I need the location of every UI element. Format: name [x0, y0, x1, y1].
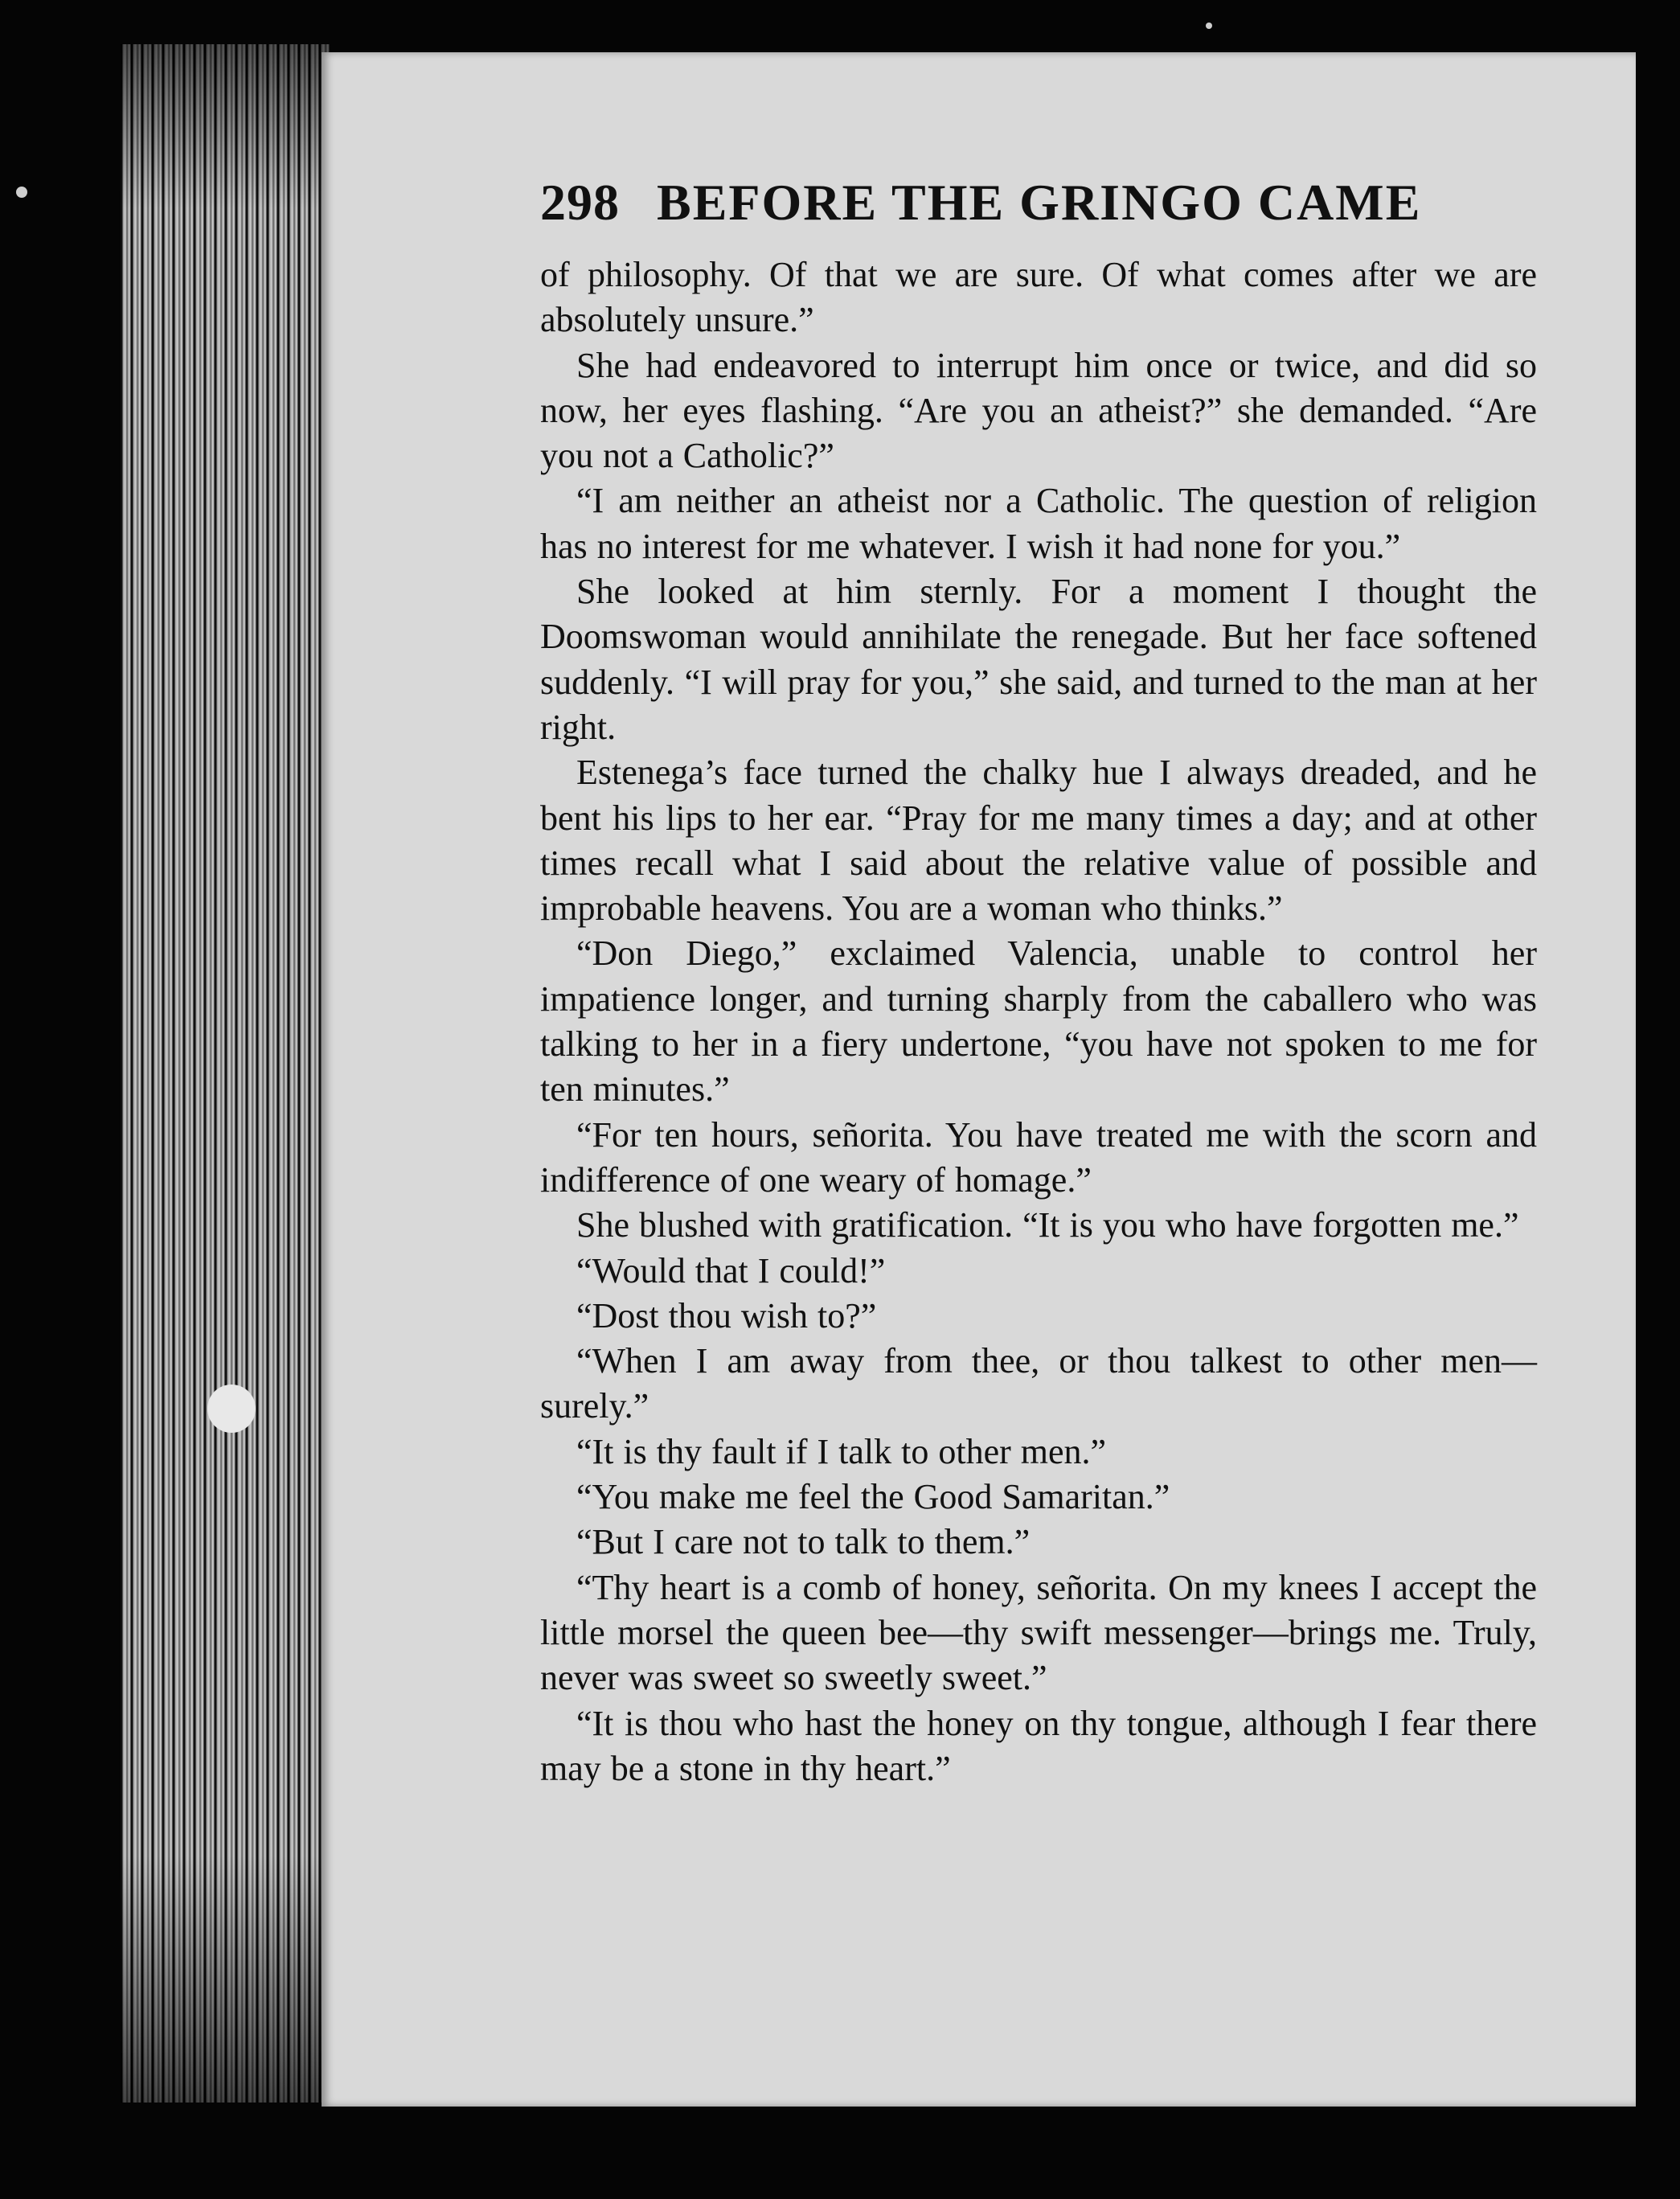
running-head — [540, 170, 1537, 235]
running-title: BEFORE THE GRINGO CAME — [657, 174, 1422, 231]
paragraph: She blushed with gratification. “It is you who have forgotten me.” — [576, 1205, 1519, 1245]
paragraph: “It is thy fault if I talk to other men.” — [576, 1431, 1107, 1471]
paragraph: “Would that I could!” — [576, 1250, 886, 1290]
book-page-edges — [121, 44, 330, 2103]
paragraph: She looked at him sternly. For a moment I thought the Doomswoman would annihilate the renegade. But her face softened suddenly. “I will pray for you,” she said, and turned to the man at her right. — [540, 572, 1537, 747]
paragraph: “You make me feel the Good Samaritan.” — [576, 1477, 1170, 1517]
paragraph: “But I care not to talk to them.” — [576, 1522, 1031, 1562]
paragraph: “Don Diego,” exclaimed Valencia, unable to control her impatience longer, and turning sharply from the caballero who was talking to her in a fiery undertone, “you have not spoken to me for ten minutes.” — [540, 933, 1537, 1110]
page-number: 298 — [540, 174, 620, 231]
scan-speck — [207, 1385, 256, 1433]
paragraph: “Dost thou wish to?” — [576, 1295, 877, 1335]
scan-speck — [1206, 23, 1212, 29]
paragraph: “I am neither an atheist nor a Catholic. The question of religion has no interest for me whatever. I wish it had none for you.” — [540, 481, 1537, 566]
paragraph: She had endeavored to interrupt him once or twice, and did so now, her eyes flashing. “Are you an atheist?” she demanded. “Are you not a Catholic?” — [540, 345, 1537, 476]
paragraph: Estenega’s face turned the chalky hue I always dreaded, and he bent his lips to her ear. “Pray for me many times a day; and at other times recall what I said about the relative value of possible and improbable heavens. You are a woman who thinks.” — [540, 753, 1537, 929]
paragraph: “For ten hours, señorita. You have treated me with the scorn and indifference of one weary of homage.” — [540, 1114, 1537, 1200]
paragraph: “It is thou who hast the honey on thy tongue, although I fear there may be a stone in thy heart.” — [540, 1703, 1537, 1788]
paragraph: of philosophy. Of that we are sure. Of what comes after we are absolutely unsure.” — [540, 255, 1537, 340]
scan-speck — [16, 187, 27, 198]
page-text — [540, 170, 1537, 1791]
paragraph: “Thy heart is a comb of honey, señorita. On my knees I accept the little morsel the queen bee—thy swift messenger—brings me. Truly, never was sweet so sweetly sweet.” — [540, 1567, 1537, 1698]
paragraph: “When I am away from thee, or thou talkest to other men—surely.” — [540, 1341, 1537, 1426]
